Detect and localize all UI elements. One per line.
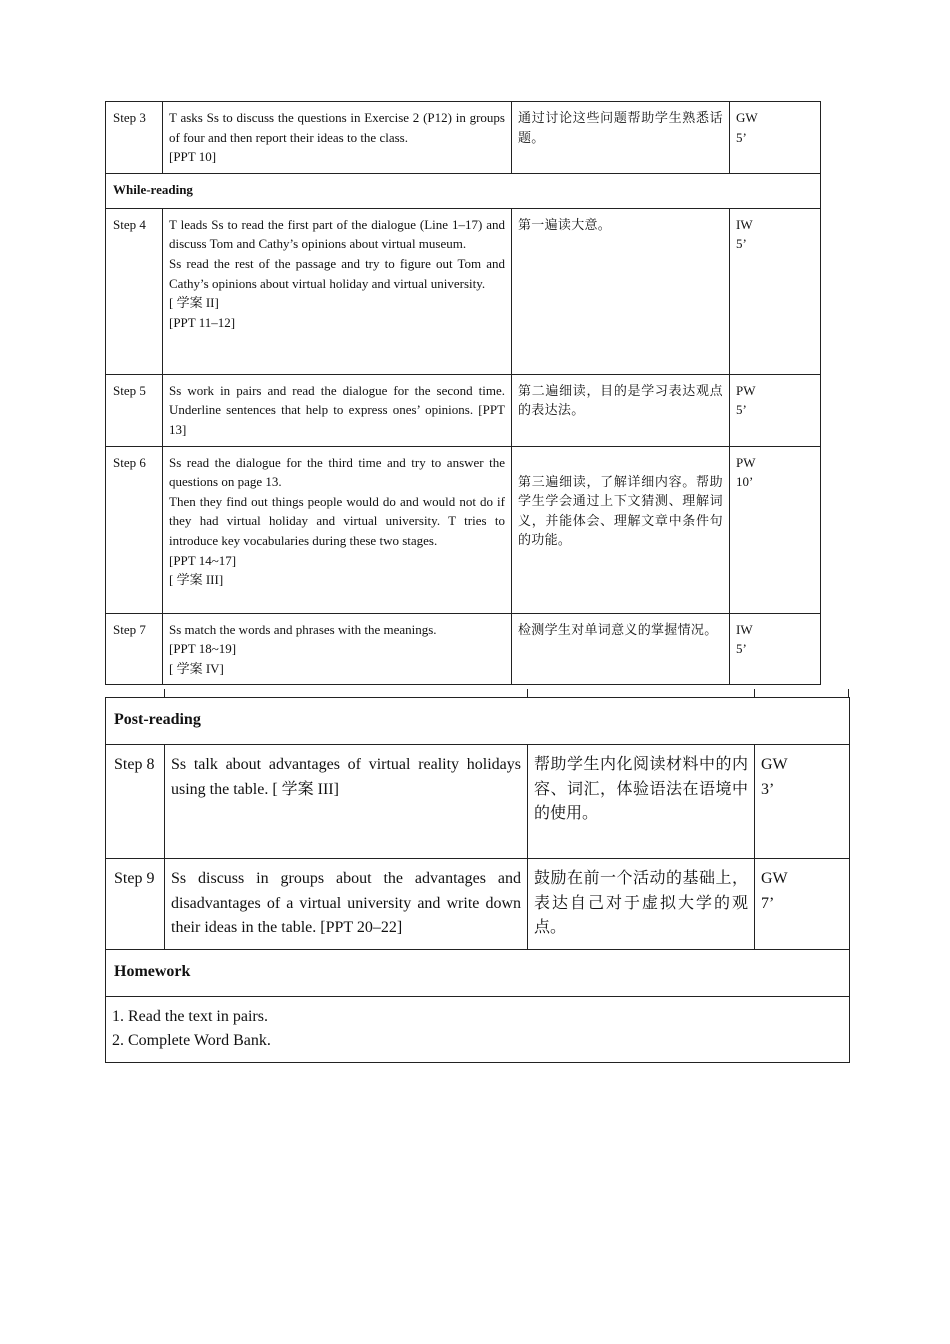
purpose-cell: 第一遍读大意。 bbox=[512, 208, 730, 374]
step-label: Step 7 bbox=[106, 613, 163, 685]
activity-text: Ss read the dialogue for the third time and try to answer the questions on page 13. bbox=[169, 454, 505, 490]
divider-tick bbox=[848, 689, 849, 697]
time-text: 5’ bbox=[736, 129, 747, 145]
activity-cell bbox=[163, 102, 512, 174]
lesson-plan-table-bottom bbox=[105, 697, 850, 1063]
mode-text: GW bbox=[761, 756, 788, 773]
table-row bbox=[106, 374, 821, 446]
mode-text: PW bbox=[736, 454, 756, 470]
step-label: Step 8 bbox=[106, 745, 165, 859]
activity-text: T leads Ss to read the first part of the dialogue (Line 1–17) and discuss Tom and Cathy’s opinions about virtual museum. bbox=[169, 216, 505, 252]
activity-cell bbox=[163, 613, 512, 685]
activity-ref: [ 学案 IV] bbox=[169, 660, 224, 676]
time-text: 7’ bbox=[761, 894, 775, 912]
mode-cell bbox=[730, 613, 821, 685]
mode-cell bbox=[730, 446, 821, 613]
section-row bbox=[106, 949, 850, 996]
activity-cell bbox=[163, 208, 512, 374]
time-text: 5’ bbox=[736, 641, 747, 657]
purpose-cell: 鼓励在前一个活动的基础上，表达自己对于虚拟大学的观点。 bbox=[528, 859, 755, 950]
section-title: Homework bbox=[106, 949, 850, 996]
time-text: 5’ bbox=[736, 236, 747, 252]
divider-tick bbox=[754, 689, 755, 697]
mode-text: GW bbox=[761, 870, 788, 887]
mode-cell bbox=[730, 374, 821, 446]
activity-cell: Ss work in pairs and read the dialogue for the second time. Underline sentences that help to express ones’ opinions. [PPT 13] bbox=[163, 374, 512, 446]
mode-cell bbox=[730, 208, 821, 374]
time-text: 5’ bbox=[736, 402, 747, 418]
activity-cell: Ss discuss in groups about the advantages and disadvantages of a virtual university and write down their ideas in the table. [PPT 20–22] bbox=[165, 859, 528, 950]
mode-cell bbox=[730, 102, 821, 174]
section-title: While-reading bbox=[106, 173, 821, 208]
table-row bbox=[106, 996, 850, 1062]
homework-cell bbox=[106, 996, 850, 1062]
time-text: 3’ bbox=[761, 780, 775, 798]
step-label: Step 5 bbox=[106, 374, 163, 446]
mode-text: IW bbox=[736, 621, 753, 637]
mode-text: PW bbox=[736, 382, 756, 398]
activity-ref: [PPT 11–12] bbox=[169, 314, 236, 330]
mode-text: GW bbox=[736, 110, 758, 125]
divider-tick bbox=[164, 689, 165, 697]
lesson-plan-table-top bbox=[105, 101, 821, 685]
time-text: 10’ bbox=[736, 474, 754, 490]
mode-cell bbox=[755, 859, 850, 950]
step-label: Step 4 bbox=[106, 208, 163, 374]
purpose-cell bbox=[512, 446, 730, 613]
mode-text: IW bbox=[736, 216, 753, 232]
step-label: Step 9 bbox=[106, 859, 165, 950]
purpose-cell: 第二遍细读，目的是学习表达观点的表达法。 bbox=[512, 374, 730, 446]
activity-ref: [PPT 14~17] bbox=[169, 552, 237, 568]
section-row bbox=[106, 173, 821, 208]
activity-ref: [PPT 18~19] bbox=[169, 641, 237, 657]
activity-text: Ss match the words and phrases with the meanings. bbox=[169, 621, 437, 637]
purpose-cell: 通过讨论这些问题帮助学生熟悉话题。 bbox=[512, 102, 730, 174]
activity-cell: Ss talk about advantages of virtual reality holidays using the table. [ 学案 III] bbox=[165, 745, 528, 859]
mode-cell bbox=[755, 745, 850, 859]
homework-item: 2. Complete Word Bank. bbox=[112, 1032, 271, 1049]
purpose-cell: 检测学生对单词意义的掌握情况。 bbox=[512, 613, 730, 685]
activity-ref: [ 学案 II] bbox=[169, 295, 219, 311]
activity-cell bbox=[163, 446, 512, 613]
activity-ref: [PPT 10] bbox=[169, 149, 217, 165]
activity-text: Ss read the rest of the passage and try to figure out Tom and Cathy’s opinions about virtual holiday and virtual university. bbox=[169, 255, 505, 291]
divider-tick bbox=[527, 689, 528, 697]
table-row bbox=[106, 208, 821, 374]
table-row bbox=[106, 859, 850, 950]
activity-text: Then they find out things people would do and would not do if they had virtual holiday and virtual university. T tries to introduce key vocabularies during these two stages. bbox=[169, 493, 505, 548]
purpose-cell: 帮助学生内化阅读材料中的内容、词汇，体验语法在语境中的使用。 bbox=[528, 745, 755, 859]
step-label: Step 6 bbox=[106, 446, 163, 613]
homework-item: 1. Read the text in pairs. bbox=[112, 1007, 268, 1025]
section-row bbox=[106, 698, 850, 745]
spacer bbox=[518, 453, 723, 472]
table-row bbox=[106, 446, 821, 613]
table-row bbox=[106, 102, 821, 174]
activity-text: T asks Ss to discuss the questions in Exercise 2 (P12) in groups of four and then report their ideas to the class. bbox=[169, 110, 505, 145]
step-label: Step 3 bbox=[106, 102, 163, 174]
table-row bbox=[106, 613, 821, 685]
section-title: Post-reading bbox=[106, 698, 850, 745]
activity-ref: [ 学案 III] bbox=[169, 572, 224, 588]
table-row bbox=[106, 745, 850, 859]
purpose-text: 第三遍细读，了解详细内容。帮助学生学会通过上下文猜测、理解词义，并能体会、理解文章中条件句的功能。 bbox=[518, 473, 723, 548]
